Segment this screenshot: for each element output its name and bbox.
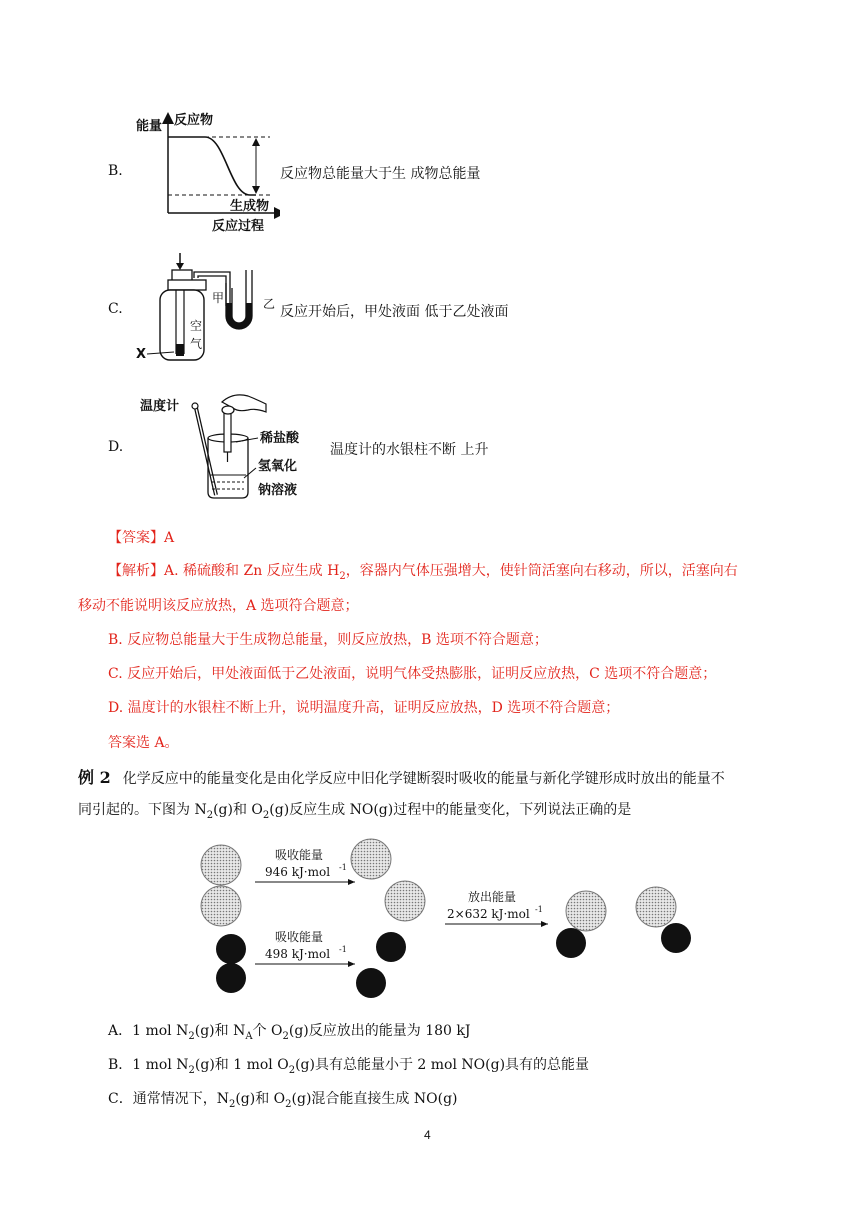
analysis-line-a1: 【解析】A. 稀硫酸和 Zn 反应生成 $H_2$，容器内气体压强增大，使针筒活塞向右移动，所以，活塞向右 <box>108 563 738 582</box>
release-value: 2×632 kJ·mol <box>447 907 530 921</box>
answer-line <box>108 527 174 547</box>
option-c-text: 反应开始后，甲处液面 低于乙处液面 <box>280 304 509 320</box>
option-d-text: 温度计的水银柱不断 上升 <box>330 442 489 458</box>
air-label-1: 空 <box>190 319 203 333</box>
release-sup: -1 <box>535 905 543 914</box>
air-label-2: 气 <box>190 337 203 351</box>
example2-line2: 同引起的。下图为 $N_2(g)$和 $O_2(g)$反应生成 NO(g)过程中的能量变化，下列说法正确的是 <box>78 802 632 821</box>
absorb2-sup: -1 <box>339 945 347 954</box>
reactants-label: 反应物 <box>174 113 214 128</box>
absorb2-label: 吸收能量 <box>275 930 324 944</box>
flask-u-tube-diagram <box>132 248 280 366</box>
absorb1-sup: -1 <box>339 863 347 872</box>
absorb1-value: 946 kJ·mol <box>265 865 331 879</box>
energy-label: 能量 <box>136 119 163 134</box>
analysis-label: 【解析】 <box>108 563 164 579</box>
option-b-letter: B. <box>108 163 123 179</box>
products-label: 生成物 <box>230 199 270 214</box>
page-number: 4 <box>424 1128 431 1142</box>
release-label: 放出能量 <box>468 890 517 904</box>
analysis-line-a2: 移动不能说明该反应放热，A 选项符合题意； <box>78 598 359 614</box>
jia-label: 甲 <box>212 291 225 305</box>
thermometer-label: 温度计 <box>140 399 180 414</box>
option-b-text: 反应物总能量大于生 成物总能量 <box>280 166 481 182</box>
analysis-final: 答案选 A。 <box>108 735 179 751</box>
option-c-letter: C. <box>108 301 123 317</box>
process-label: 反应过程 <box>212 219 265 234</box>
acid-label: 稀盐酸 <box>260 431 300 446</box>
choice-a: A．1 mol $N_2(g)$和 $N_A$个 $O_2(g)$反应放出的能量为 180 kJ <box>108 1023 471 1042</box>
energy-diagram <box>130 110 280 235</box>
absorb2-value: 498 kJ·mol <box>265 947 331 961</box>
absorb1-label: 吸收能量 <box>275 848 324 862</box>
yi-label: 乙 <box>263 297 276 311</box>
example2-label: 例 2 <box>78 768 111 787</box>
answer-label: 【答案】 <box>108 530 164 546</box>
x-label: X <box>136 347 147 362</box>
choice-c: C．通常情况下，$N_2(g)$和 $O_2(g)$混合能直接生成 NO(g) <box>108 1091 458 1110</box>
analysis-line-b: B. 反应物总能量大于生成物总能量，则反应放热，B 选项不符合题意； <box>108 632 548 648</box>
bond-energy-diagram <box>195 835 695 1005</box>
analysis-line-c: C. 反应开始后，甲处液面低于乙处液面，说明气体受热膨胀，证明反应放热，C 选项不符合题意； <box>108 666 717 682</box>
thermometer-beaker-diagram <box>138 390 323 505</box>
example2-line1: 例 2 化学反应中的能量变化是由化学反应中旧化学键断裂时吸收的能量与新化学键形成时放出的能量不 <box>78 768 725 787</box>
naoh-label-1: 氢氧化 <box>258 459 298 474</box>
option-d-letter: D. <box>108 439 124 455</box>
answer-value: A <box>164 530 175 546</box>
analysis-line-d: D. 温度计的水银柱不断上升，说明温度升高，证明反应放热，D 选项不符合题意； <box>108 700 620 716</box>
choice-b: B．1 mol $N_2(g)$和 1 mol $O_2(g)$具有总能量小于 2 mol NO(g)具有的总能量 <box>108 1057 590 1076</box>
naoh-label-2: 钠溶液 <box>258 483 298 498</box>
